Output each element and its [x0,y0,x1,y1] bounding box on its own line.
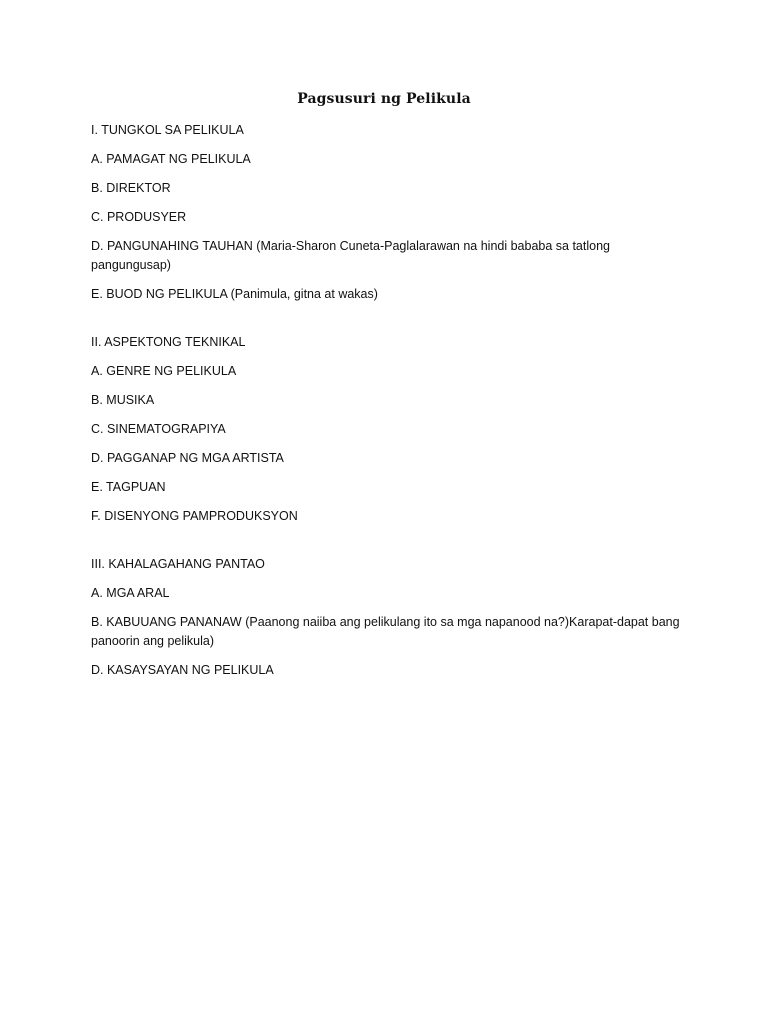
list-item: E. BUOD NG PELIKULA (Panimula, gitna at wakas) [91,287,378,301]
section-aspektong-teknikal [91,333,691,526]
document-body [91,121,691,690]
section-kahalagahang-pantao [91,555,691,680]
list-item: E. TAGPUAN [91,480,166,494]
list-item: C. SINEMATOGRAPIYA [91,422,226,436]
list-item: A. GENRE NG PELIKULA [91,364,237,378]
list-item: D. PANGUNAHING TAUHAN (Maria-Sharon Cuneta-Paglalarawan na hindi bababa sa tatlong pangungusap) [91,239,610,272]
list-item: B. MUSIKA [91,393,155,407]
list-item: D. PAGGANAP NG MGA ARTISTA [91,451,284,465]
section-heading: I. TUNGKOL SA PELIKULA [91,123,244,137]
document-title: Pagsusuri ng Pelikula [297,91,471,107]
list-item: B. KABUUANG PANANAW (Paanong naiiba ang pelikulang ito sa mga napanood na?)Karapat-dapat bang panoorin ang pelikula) [91,615,680,648]
list-item: A. PAMAGAT NG PELIKULA [91,152,251,166]
section-tungkol-sa-pelikula [91,121,691,304]
section-heading: II. ASPEKTONG TEKNIKAL [91,335,246,349]
list-item: D. KASAYSAYAN NG PELIKULA [91,663,274,677]
list-item: A. MGA ARAL [91,586,170,600]
list-item: B. DIREKTOR [91,181,171,195]
list-item: F. DISENYONG PAMPRODUKSYON [91,509,298,523]
list-item: C. PRODUSYER [91,210,187,224]
section-heading: III. KAHALAGAHANG PANTAO [91,557,265,571]
